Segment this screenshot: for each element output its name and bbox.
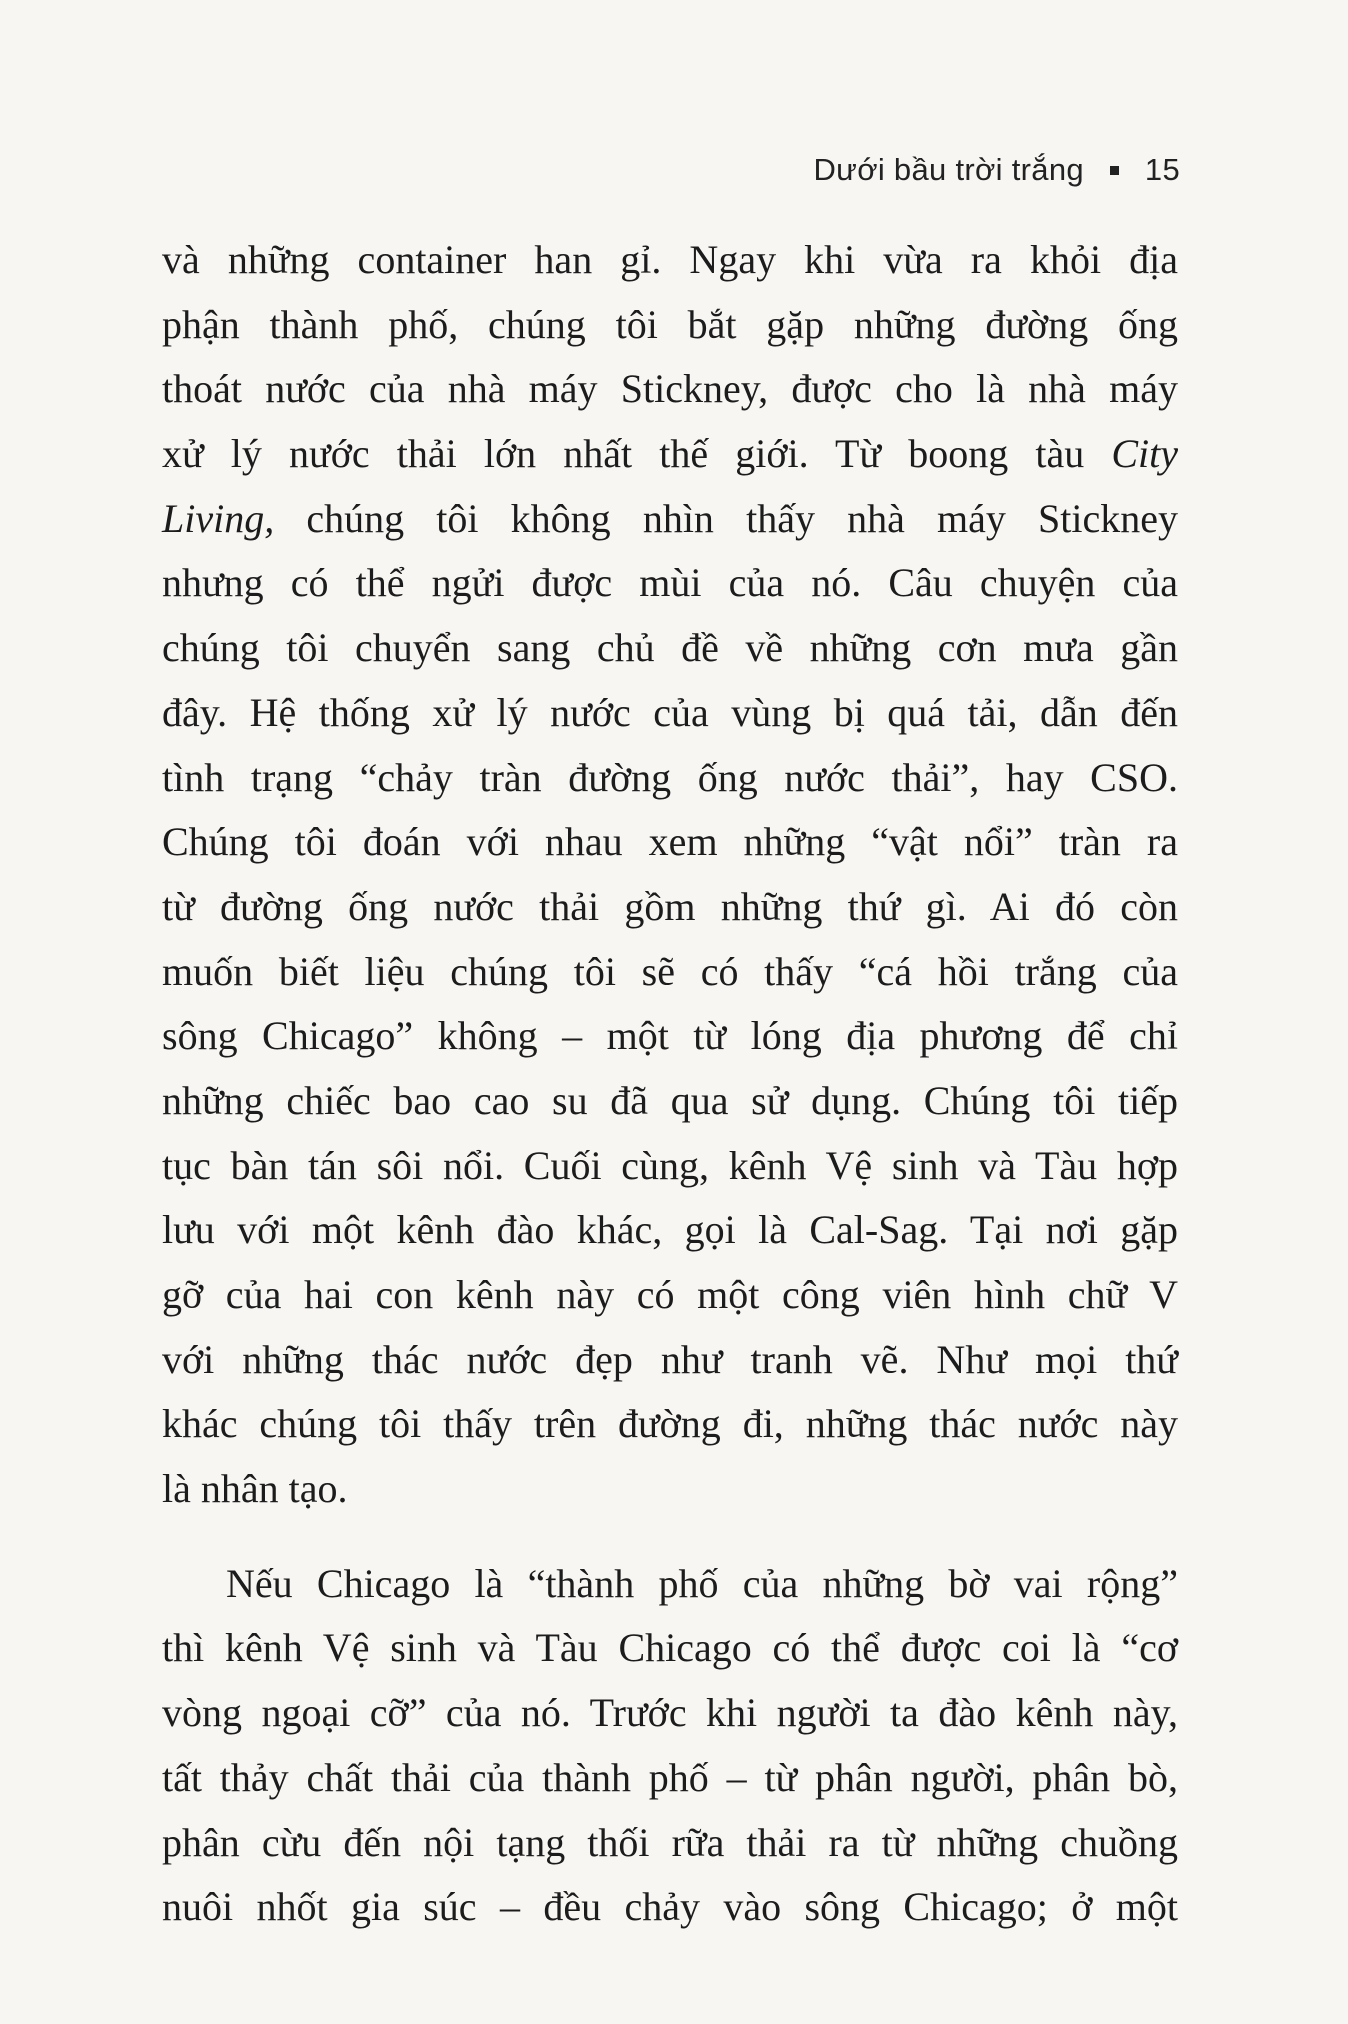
text-line bbox=[162, 422, 1178, 487]
italic-ship-name: City bbox=[1111, 431, 1179, 477]
separator-dot bbox=[1110, 166, 1119, 175]
page-number: 15 bbox=[1144, 152, 1180, 187]
text-line: tục bàn tán sôi nổi. Cuối cùng, kênh Vệ sinh và Tàu hợp bbox=[162, 1142, 1178, 1188]
italic-ship-name: Living, bbox=[162, 495, 275, 541]
text-line: thì kênh Vệ sinh và Tàu Chicago có thể được coi là “cơ bbox=[162, 1625, 1178, 1671]
text-line: khác chúng tôi thấy trên đường đi, những thác nước này bbox=[162, 1401, 1178, 1447]
text-line: từ đường ống nước thải gồm những thứ gì. Ai đó còn bbox=[162, 883, 1178, 929]
text-line: chúng tôi chuyển sang chủ đề về những cơn mưa gần bbox=[162, 625, 1178, 671]
text-segment: xử lý nước thải lớn nhất thế giới. Từ boong tàu bbox=[162, 431, 1085, 477]
text-segment: chúng tôi không nhìn thấy nhà máy Stickney bbox=[274, 495, 1178, 541]
text-line: muốn biết liệu chúng tôi sẽ có thấy “cá hồi trắng của bbox=[162, 948, 1178, 994]
text-line: là nhân tạo. bbox=[162, 1466, 348, 1512]
text-line: lưu với một kênh đào khác, gọi là Cal-Sag. Tại nơi gặp bbox=[162, 1207, 1178, 1253]
running-header bbox=[813, 152, 1180, 188]
text-line: phận thành phố, chúng tôi bắt gặp những đường ống bbox=[162, 301, 1178, 347]
text-line: Nếu Chicago là “thành phố của những bờ vai rộng” bbox=[226, 1560, 1178, 1606]
text-line: nuôi nhốt gia súc – đều chảy vào sông Chicago; ở một bbox=[162, 1884, 1178, 1930]
text-line: gỡ của hai con kênh này có một công viên hình chữ V bbox=[162, 1272, 1178, 1317]
text-line: tình trạng “chảy tràn đường ống nước thải”, hay CSO. bbox=[162, 754, 1178, 800]
chapter-title: Dưới bầu trời trắng bbox=[813, 152, 1084, 187]
text-line: phân cừu đến nội tạng thối rữa thải ra từ những chuồng bbox=[162, 1819, 1178, 1865]
paragraph-gap bbox=[162, 1522, 1178, 1552]
text-line: đây. Hệ thống xử lý nước của vùng bị quá tải, dẫn đến bbox=[162, 689, 1178, 735]
text-line: tất thảy chất thải của thành phố – từ phân người, phân bò, bbox=[162, 1754, 1178, 1800]
text-line: những chiếc bao cao su đã qua sử dụng. Chúng tôi tiếp bbox=[162, 1077, 1178, 1123]
text-line: thoát nước của nhà máy Stickney, được cho là nhà máy bbox=[162, 366, 1178, 412]
text-line bbox=[162, 487, 1178, 552]
text-line: với những thác nước đẹp như tranh vẽ. Như mọi thứ bbox=[162, 1336, 1178, 1382]
text-line: vòng ngoại cỡ” của nó. Trước khi người ta đào kênh này, bbox=[162, 1690, 1178, 1736]
text-line: sông Chicago” không – một từ lóng địa phương để chỉ bbox=[162, 1013, 1178, 1059]
body-text bbox=[162, 228, 1178, 1940]
text-line: Chúng tôi đoán với nhau xem những “vật nổi” tràn ra bbox=[162, 819, 1178, 865]
text-line: nhưng có thể ngửi được mùi của nó. Câu chuyện của bbox=[162, 560, 1178, 606]
text-line: và những container han gỉ. Ngay khi vừa ra khỏi địa bbox=[162, 237, 1178, 282]
